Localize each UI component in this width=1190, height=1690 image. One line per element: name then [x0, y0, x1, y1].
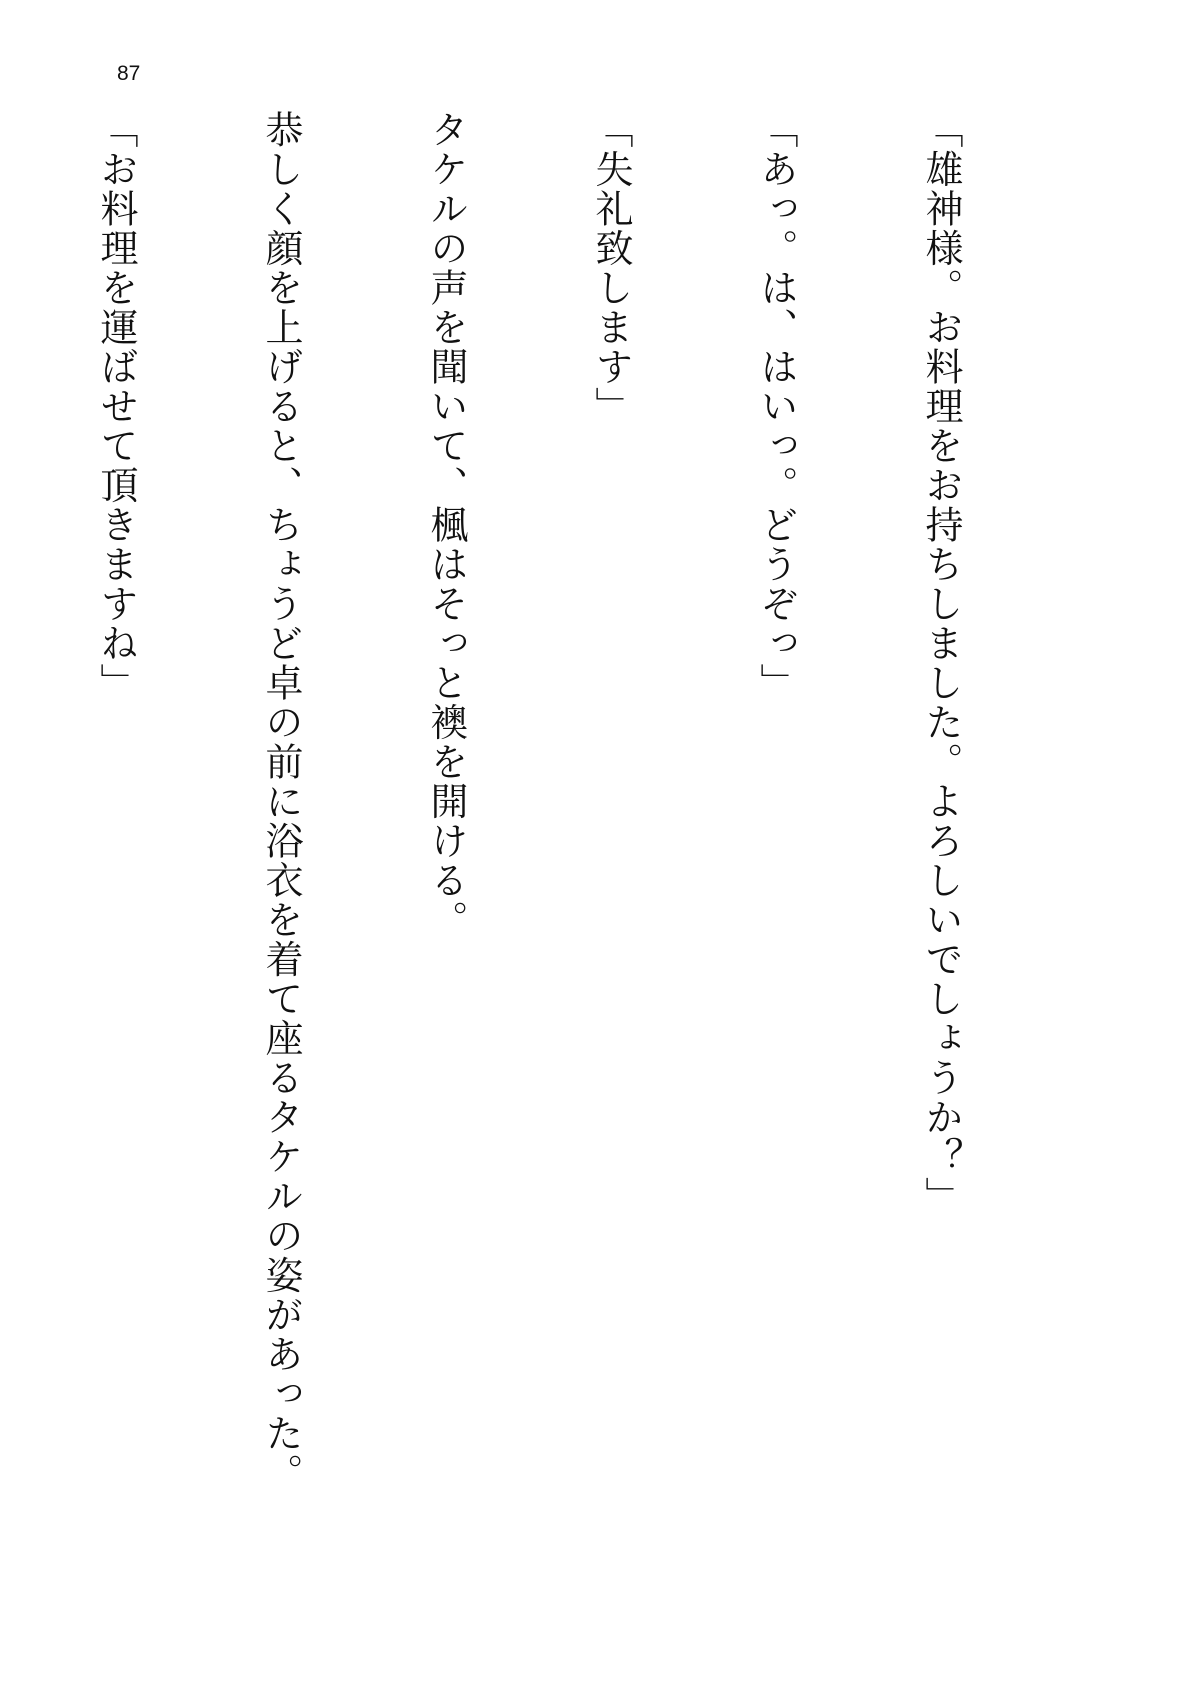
text-line: 「雄神様。お料理をお持ちしました。よろしいでしょうか？」 [919, 110, 963, 1216]
text-line: 「あっ。は、はいっ。どうぞっ」 [754, 110, 798, 703]
text-line: 「失礼致します」 [589, 110, 633, 426]
page-number: 87 [117, 62, 141, 85]
text-line: 「お料理を運ばせて頂きますね」 [94, 110, 138, 703]
text-line: 恭しく顔を上げると、ちょうど卓の前に浴衣を着て座るタケルの姿があった。 [259, 110, 303, 1493]
body-text [94, 110, 1078, 1650]
text-line: タケルの声を聞いて、楓はそっと襖を開ける。 [424, 110, 468, 940]
